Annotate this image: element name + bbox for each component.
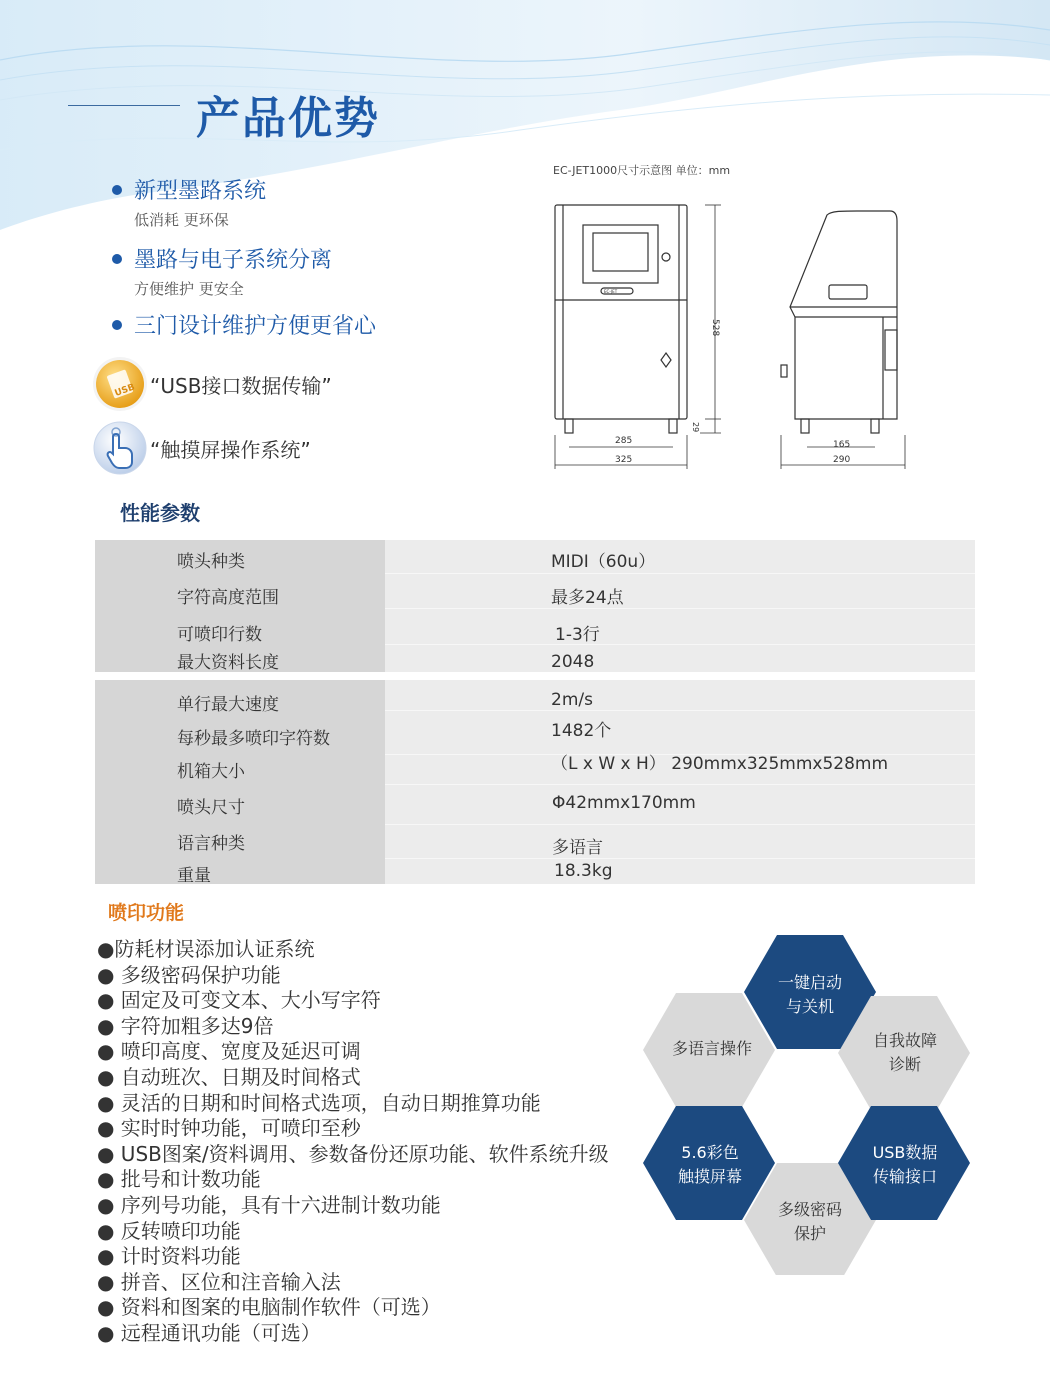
list-item: ● 实时时钟功能，可喷印至秒 bbox=[97, 1116, 361, 1141]
feature-label: “触摸屏操作系统” bbox=[150, 438, 311, 462]
spec-value: Φ42mmx170mm bbox=[552, 793, 696, 813]
advantage-heading: 三门设计维护方便更省心 bbox=[134, 314, 377, 339]
spec-key: 可喷印行数 bbox=[177, 625, 262, 645]
dim-front-inner: 285 bbox=[615, 436, 633, 446]
spec-key: 最大资料长度 bbox=[177, 653, 279, 673]
page-title: 产品优势 bbox=[196, 93, 380, 144]
list-item: ● 远程通讯功能（可选） bbox=[97, 1320, 321, 1345]
spec-key: 喷头尺寸 bbox=[177, 798, 245, 818]
list-item: ● 反转喷印功能 bbox=[97, 1218, 241, 1243]
table-row bbox=[95, 543, 975, 573]
table-row bbox=[95, 789, 975, 819]
hexagon-cluster bbox=[640, 935, 980, 1275]
spec-value: （L x W x H） 290mmx325mmx528mm bbox=[551, 754, 889, 774]
functions-title: 喷印功能 bbox=[108, 902, 185, 924]
title-rule bbox=[68, 105, 180, 106]
spec-table-2 bbox=[95, 680, 975, 884]
spec-table-1 bbox=[95, 540, 975, 672]
list-item: ● 批号和计数功能 bbox=[97, 1167, 261, 1192]
performance-title: 性能参数 bbox=[120, 501, 200, 525]
spec-key: 重量 bbox=[177, 866, 211, 886]
hexagon-label-bottom: 多级密码 保护 bbox=[777, 1200, 842, 1243]
list-item: ● USB图案/资料调用、参数备份还原功能、软件系统升级 bbox=[97, 1141, 609, 1166]
list-item: ● 喷印高度、宽度及延迟可调 bbox=[97, 1039, 361, 1064]
list-item: ● 序列号功能，具有十六进制计数功能 bbox=[97, 1192, 441, 1217]
list-item: ● 拼音、区位和注音输入法 bbox=[97, 1269, 341, 1294]
list-item: ● 多级密码保护功能 bbox=[97, 962, 281, 987]
functions-list bbox=[97, 937, 609, 1347]
spec-key: 机箱大小 bbox=[177, 762, 245, 782]
spec-value: 2048 bbox=[551, 652, 595, 672]
advantage-sub: 方便维护 更安全 bbox=[134, 280, 244, 298]
dim-side-inner: 165 bbox=[833, 440, 851, 450]
usb-icon bbox=[92, 356, 148, 412]
hexagon-label-bottom-left: 5.6彩色 触摸屏幕 bbox=[677, 1143, 742, 1186]
dim-front-height: 528 bbox=[710, 319, 720, 337]
touch-hand-icon bbox=[92, 420, 148, 476]
feature-touch bbox=[92, 420, 392, 480]
spec-value: MIDI（60u） bbox=[551, 552, 656, 572]
svg-text:USB: USB bbox=[113, 382, 137, 399]
table-row bbox=[95, 686, 975, 716]
spec-key: 字符高度范围 bbox=[177, 588, 279, 608]
advantage-item bbox=[112, 309, 376, 340]
spec-value: 18.3kg bbox=[554, 861, 613, 881]
table-row bbox=[95, 579, 975, 609]
spec-value: 最多24点 bbox=[551, 588, 624, 608]
spec-key: 单行最大速度 bbox=[177, 695, 279, 715]
list-item: ● 自动班次、日期及时间格式 bbox=[97, 1064, 361, 1089]
spec-key: 喷头种类 bbox=[177, 552, 245, 572]
table-row bbox=[95, 720, 975, 750]
hexagon-label-top-left: 多语言操作 bbox=[671, 1039, 752, 1058]
list-item: ● 计时资料功能 bbox=[97, 1244, 241, 1269]
table-row bbox=[95, 644, 975, 674]
bullet-dot bbox=[112, 320, 122, 330]
list-item: ● 字符加粗多达9倍 bbox=[97, 1013, 274, 1038]
diagram-caption: EC-JET1000尺寸示意图 单位：mm bbox=[553, 164, 731, 177]
dim-front-leg: 29 bbox=[691, 422, 700, 433]
bullet-dot bbox=[112, 254, 122, 264]
dimension-diagram bbox=[545, 185, 925, 475]
list-item: ● 资料和图案的电脑制作软件（可选） bbox=[97, 1295, 441, 1320]
advantage-heading: 新型墨路系统 bbox=[134, 179, 267, 204]
dim-side-width: 290 bbox=[833, 455, 851, 465]
bullet-dot bbox=[112, 185, 122, 195]
advantage-item bbox=[112, 174, 266, 230]
table-row bbox=[95, 616, 975, 646]
table-row bbox=[95, 857, 975, 887]
spec-key: 每秒最多喷印字符数 bbox=[177, 729, 330, 749]
dim-front-width: 325 bbox=[615, 455, 633, 465]
hexagon-label-top: 一键启动 与关机 bbox=[777, 973, 842, 1016]
feature-label: “USB接口数据传输” bbox=[150, 374, 332, 398]
hexagon-label-bottom-right: USB数据 传输接口 bbox=[872, 1143, 938, 1186]
list-item: ● 固定及可变文本、大小写字符 bbox=[97, 988, 381, 1013]
machine-logo: EC-JET bbox=[604, 289, 618, 294]
table-row bbox=[95, 825, 975, 858]
hexagon-label-top-right: 自我故障 诊断 bbox=[872, 1031, 937, 1074]
list-item: ● 灵活的日期和时间格式选项，自动日期推算功能 bbox=[97, 1090, 541, 1115]
spec-value: 2m/s bbox=[551, 690, 593, 710]
spec-value: 1-3行 bbox=[555, 625, 600, 645]
spec-value: 多语言 bbox=[552, 838, 603, 858]
spec-value: 1482个 bbox=[551, 721, 612, 741]
spec-key: 语言种类 bbox=[177, 834, 245, 854]
table-row bbox=[95, 753, 975, 783]
advantage-sub: 低消耗 更环保 bbox=[134, 211, 229, 229]
advantage-item bbox=[112, 243, 332, 299]
feature-usb bbox=[92, 356, 392, 416]
list-item: ●防耗材误添加认证系统 bbox=[97, 937, 315, 961]
advantage-heading: 墨路与电子系统分离 bbox=[134, 248, 333, 273]
